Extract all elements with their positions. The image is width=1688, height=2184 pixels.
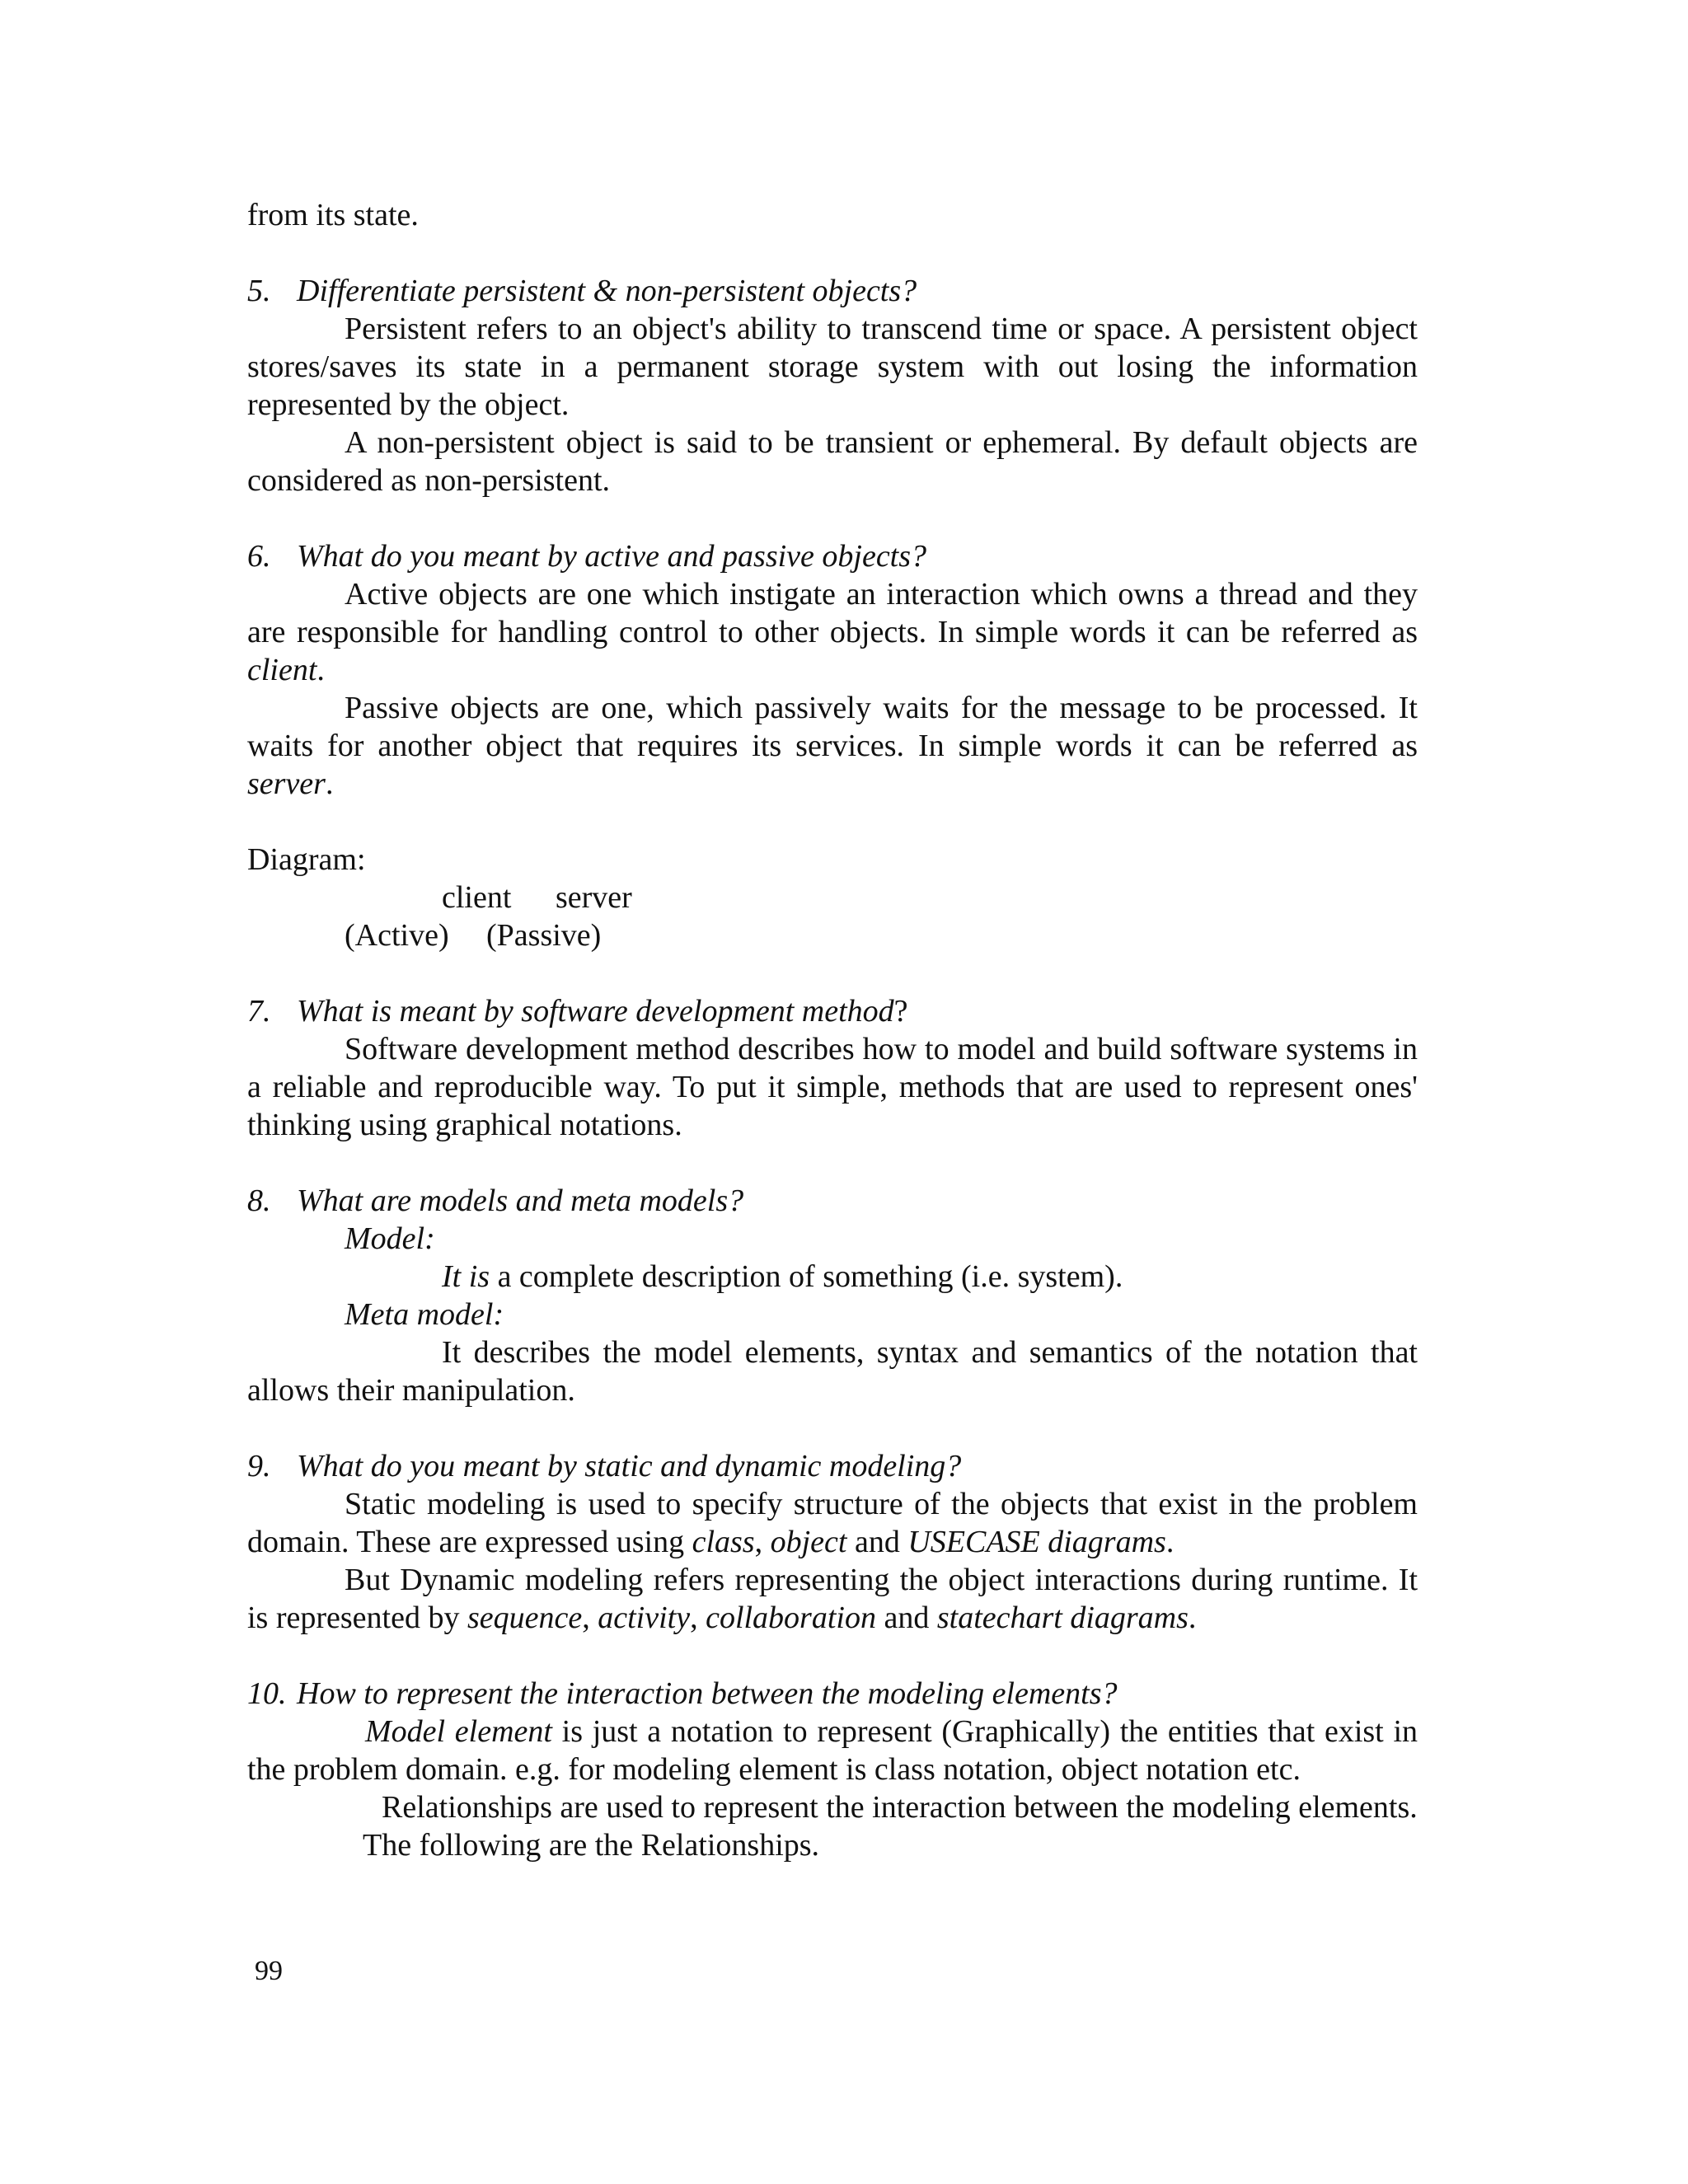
q5-paragraph-2: A non-persistent object is said to be transient or ephemeral. By default objects are considered as non-persistent. (247, 425, 1418, 498)
emphasis-object: object (770, 1525, 847, 1559)
paragraph-end: . (325, 766, 334, 801)
q10-paragraph-2: Relationships are used to represent the interaction between the modeling elements. (382, 1790, 1418, 1825)
paragraph-text: Active objects are one which instigate an interaction which owns a thread and they are responsible for handling control to other objects. In simple words it can be referred as (247, 577, 1418, 649)
q10-paragraph-3: The following are the Relationships. (363, 1828, 820, 1863)
emphasis-collaboration: collaboration (706, 1601, 876, 1635)
question-text: What is meant by software development method (297, 994, 894, 1029)
question-number: 10. (247, 1676, 287, 1711)
separator: , (754, 1525, 771, 1559)
diagram-client: client (442, 880, 512, 915)
emphasis-server: server (247, 766, 326, 801)
paragraph-text: is just a notation to represent (Graphically) the entities that exist in the problem domain. e.g. for modeling element is class notation, object notation etc. (247, 1714, 1418, 1787)
diagram-passive: (Passive) (486, 918, 602, 953)
model-text: a complete description of something (i.e. system). (490, 1259, 1123, 1294)
separator: , (582, 1601, 598, 1635)
model-label: Model: (345, 1221, 435, 1256)
emphasis-client: client (247, 653, 317, 687)
question-text: What do you meant by active and passive objects? (297, 539, 927, 574)
question-mark: ? (893, 994, 908, 1029)
paragraph-text: But Dynamic modeling refers representing the object interactions during runtime. It is represented by (247, 1563, 1418, 1635)
question-7-heading (247, 992, 1418, 1030)
q9-paragraph-1 (247, 1485, 1418, 1561)
emphasis-usecase: USECASE diagrams (907, 1525, 1166, 1559)
q6-paragraph-1 (247, 575, 1418, 689)
emphasis-model-element: Model element (365, 1714, 552, 1749)
question-5-heading (247, 272, 1418, 310)
question-number: 6. (247, 539, 271, 574)
q5-paragraph-1: Persistent refers to an object's ability to transcend time or space. A persistent object stores/saves its state in a permanent storage system with out losing the information represented by the object. (247, 312, 1418, 422)
meta-model-label: Meta model: (345, 1297, 504, 1332)
diagram-server: server (556, 880, 632, 915)
question-number: 7. (247, 994, 271, 1029)
paragraph-end: . (316, 653, 325, 687)
question-number: 9. (247, 1449, 271, 1483)
diagram-row-roles (247, 916, 1418, 954)
question-6-heading (247, 537, 1418, 575)
model-description (247, 1258, 1418, 1296)
paragraph-text: Passive objects are one, which passively waits for the message to be processed. It waits for another object that requires its services. In simple words it can be referred as (247, 691, 1418, 763)
question-text: How to represent the interaction between the modeling elements? (297, 1676, 1118, 1711)
emphasis-statechart: statechart diagrams (936, 1601, 1189, 1635)
question-text: What do you meant by static and dynamic modeling? (297, 1449, 962, 1483)
q9-paragraph-2 (247, 1561, 1418, 1637)
diagram-row-names (247, 879, 1418, 916)
emphasis-it-is: It is (442, 1259, 490, 1294)
separator: and (875, 1601, 937, 1635)
question-text: Differentiate persistent & non-persistent objects? (297, 274, 917, 308)
diagram-label: Diagram: (247, 842, 366, 877)
meta-model-description: It describes the model elements, syntax and semantics of the notation that allows their manipulation. (247, 1335, 1418, 1408)
question-9-heading (247, 1447, 1418, 1485)
paragraph-text: Static modeling is used to specify structure of the objects that exist in the problem domain. These are expressed using (247, 1487, 1418, 1559)
question-number: 8. (247, 1183, 271, 1218)
q7-paragraph-1: Software development method describes how to model and build software systems in a reliable and reproducible way. To put it simple, methods that are used to represent ones' thinking using graphical notations. (247, 1032, 1418, 1142)
paragraph-end: . (1188, 1601, 1197, 1635)
question-number: 5. (247, 274, 271, 308)
page-content (247, 196, 1418, 1864)
separator: and (846, 1525, 908, 1559)
paragraph-end: . (1165, 1525, 1175, 1559)
separator: , (690, 1601, 706, 1635)
continuation-text: from its state. (247, 198, 419, 232)
diagram-active: (Active) (345, 918, 449, 953)
emphasis-class: class (692, 1525, 755, 1559)
emphasis-sequence: sequence (467, 1601, 583, 1635)
q6-paragraph-2 (247, 689, 1418, 803)
emphasis-activity: activity (598, 1601, 691, 1635)
page-number: 99 (255, 1956, 283, 1986)
question-10-heading (247, 1675, 1418, 1713)
q10-paragraph-1 (247, 1713, 1418, 1788)
question-text: What are models and meta models? (297, 1183, 744, 1218)
question-8-heading (247, 1182, 1418, 1220)
